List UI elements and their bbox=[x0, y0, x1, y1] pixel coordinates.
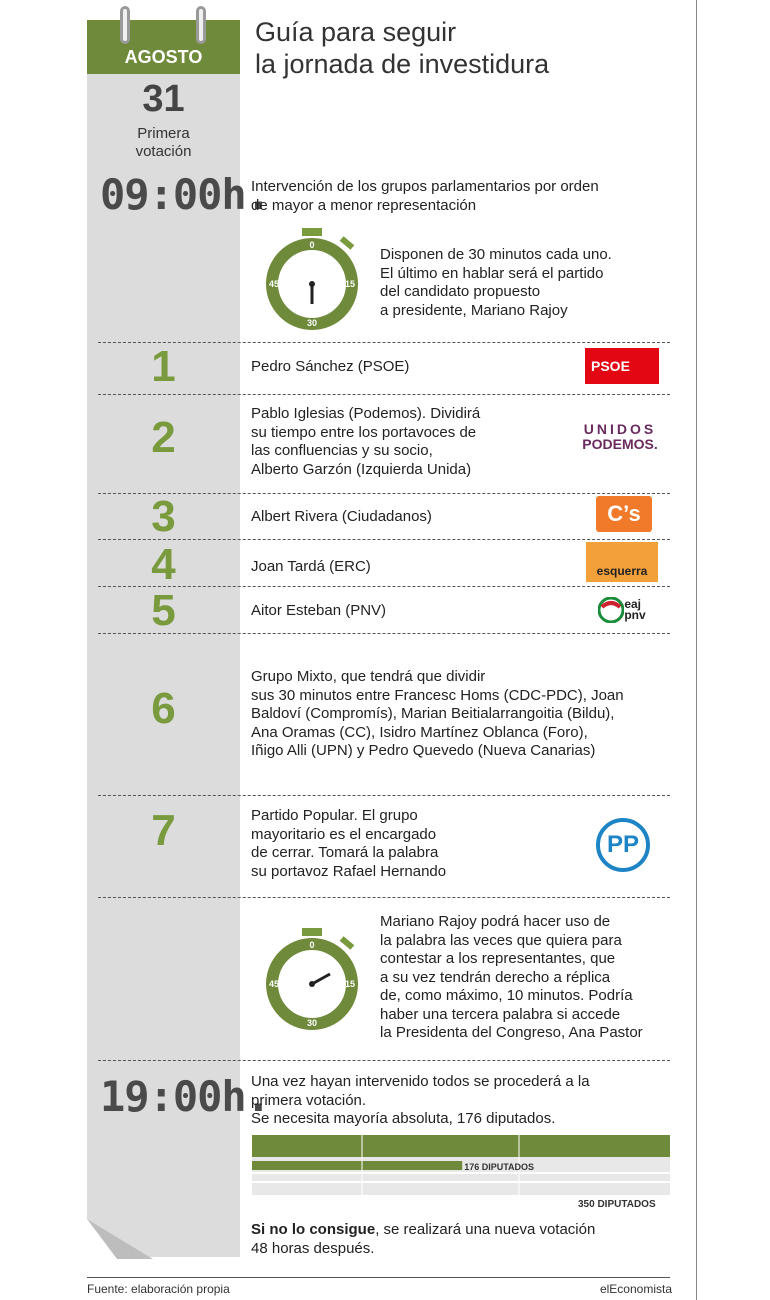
speaker-text: Pedro Sánchez (PSOE) bbox=[251, 358, 410, 375]
text-line: 48 horas después. bbox=[251, 1239, 375, 1257]
text-line: El último en hablar será el partido bbox=[380, 264, 604, 282]
watch-label-top: 0 bbox=[309, 940, 315, 950]
watch-label-top: 0 bbox=[309, 240, 315, 250]
speaker-number: 2 bbox=[151, 413, 176, 462]
time-0900: 09:00h. bbox=[100, 170, 271, 219]
text-line: contestar a los representantes, que bbox=[380, 950, 616, 967]
pnv-text bbox=[624, 599, 645, 621]
intro-text bbox=[251, 178, 599, 215]
text-line: Se necesita mayoría absoluta, 176 diputados. bbox=[251, 1110, 556, 1127]
footer-divider bbox=[87, 1277, 670, 1278]
text-line: de mayor a menor representación bbox=[251, 196, 477, 214]
text-line: Ana Oramas (CC), Isidro Martínez Oblanca (Foro), bbox=[251, 723, 588, 741]
text-line: Grupo Mixto, que tendrá que dividir bbox=[251, 668, 486, 685]
speaker-number: 6 bbox=[151, 684, 176, 733]
text-line: Mariano Rajoy podrá hacer uso de bbox=[380, 913, 611, 930]
total-label: 350 DIPUTADOS bbox=[578, 1199, 656, 1210]
watch-label-right: 15 bbox=[344, 979, 356, 989]
final-rest-text: , se realizará una nueva votación bbox=[375, 1221, 596, 1238]
text-line: a su vez tendrán derecho a réplica bbox=[380, 968, 611, 986]
logo-text: eaj bbox=[624, 597, 642, 611]
speaker-number: 5 bbox=[151, 586, 176, 635]
vote-text bbox=[251, 1073, 590, 1129]
watch2-text bbox=[380, 913, 643, 1043]
pp-logo bbox=[596, 818, 650, 872]
text-line: del candidato propuesto bbox=[380, 283, 541, 300]
watch-label-bottom: 30 bbox=[306, 318, 318, 328]
separator bbox=[98, 633, 670, 634]
time-1900: 19:00h. bbox=[100, 1072, 271, 1121]
text-line: su portavoz Rafael Hernando bbox=[251, 862, 447, 880]
text-line: Una vez hayan intervenido todos se procederá a la bbox=[251, 1073, 590, 1090]
text-line: primera votación. bbox=[251, 1091, 367, 1109]
speaker-text: Joan Tardá (ERC) bbox=[251, 558, 371, 575]
text-line: Iñigo Alli (UPN) y Pedro Quevedo (Nueva Canarias) bbox=[251, 742, 596, 759]
pnv-logo bbox=[594, 592, 650, 628]
page-title bbox=[255, 16, 549, 80]
watch1-text bbox=[380, 246, 612, 320]
logo-text: UNIDOS bbox=[583, 421, 657, 437]
separator bbox=[98, 795, 670, 796]
text-line: de cerrar. Tomará la palabra bbox=[251, 844, 439, 861]
text-line: su tiempo entre los portavoces de bbox=[251, 423, 477, 441]
text-line: la Presidenta del Congreso, Ana Pastor bbox=[380, 1024, 643, 1041]
logo-text: pnv bbox=[624, 608, 646, 622]
majority-label: 176 DIPUTADOS bbox=[464, 1162, 535, 1172]
logo-text: PP bbox=[606, 831, 639, 858]
calendar-subtitle-line: votación bbox=[135, 143, 192, 160]
page-fold bbox=[87, 1219, 153, 1259]
text-line: Pablo Iglesias (Podemos). Dividirá bbox=[251, 405, 481, 422]
final-text bbox=[251, 1221, 595, 1258]
text-line: mayoritario es el encargado bbox=[251, 825, 437, 843]
stopwatch-icon bbox=[262, 226, 362, 332]
majority-bar bbox=[252, 1161, 462, 1170]
title-line: la jornada de investidura bbox=[255, 49, 550, 79]
text-line: Baldoví (Compromís), Marian Beitialarrangoitia (Bildu), bbox=[251, 705, 615, 722]
text-line: Intervención de los grupos parlamentarios por orden bbox=[251, 178, 599, 195]
stopwatch-icon bbox=[262, 926, 362, 1032]
erc-logo bbox=[586, 542, 658, 582]
footer-brand: elEconomista bbox=[599, 1282, 672, 1296]
logo-text: PODEMOS. bbox=[582, 436, 658, 452]
separator bbox=[98, 1060, 670, 1061]
speaker-text bbox=[251, 405, 480, 479]
final-bold-text: Si no lo consigue bbox=[251, 1221, 376, 1238]
bar-top-band bbox=[252, 1135, 670, 1157]
separator bbox=[98, 394, 670, 395]
unidos-podemos-logo bbox=[574, 420, 666, 454]
logo-text: esquerra bbox=[596, 564, 648, 578]
text-line: las confluencias y su socio, bbox=[251, 442, 433, 459]
speaker-number: 1 bbox=[151, 342, 176, 391]
text-line: sus 30 minutos entre Francesc Homs (CDC-PDC), Joan bbox=[251, 686, 624, 704]
text-line bbox=[251, 1221, 595, 1240]
calendar-ring-right bbox=[196, 6, 206, 44]
title-line: Guía para seguir bbox=[255, 17, 457, 47]
calendar-subtitle bbox=[87, 125, 240, 161]
speaker-text: Aitor Esteban (PNV) bbox=[251, 602, 387, 619]
logo-text: PSOE bbox=[591, 358, 630, 374]
calendar-day: 31 bbox=[142, 78, 185, 120]
speaker-text: Albert Rivera (Ciudadanos) bbox=[251, 508, 432, 525]
logo-text: C’s bbox=[607, 501, 641, 526]
psoe-logo bbox=[585, 348, 659, 384]
right-border bbox=[696, 0, 697, 1300]
watch-label-left: 45 bbox=[268, 279, 280, 289]
majority-bar-chart bbox=[252, 1135, 670, 1195]
watch-label-right: 15 bbox=[344, 279, 356, 289]
text-line: la palabra las veces que quiera para bbox=[380, 931, 622, 949]
text-line: de, como máximo, 10 minutos. Podría bbox=[380, 987, 633, 1004]
watch-label-bottom: 30 bbox=[306, 1018, 318, 1028]
text-line: a presidente, Mariano Rajoy bbox=[380, 301, 568, 319]
text-line: haber una tercera palabra si accede bbox=[380, 1005, 621, 1023]
footer-source: Fuente: elaboración propia bbox=[87, 1282, 230, 1296]
speaker-text bbox=[251, 807, 446, 881]
text-line: Disponen de 30 minutos cada uno. bbox=[380, 246, 612, 263]
speaker-number: 3 bbox=[151, 492, 176, 541]
text-line: Partido Popular. El grupo bbox=[251, 807, 418, 824]
speaker-text bbox=[251, 668, 624, 761]
text-line: Alberto Garzón (Izquierda Unida) bbox=[251, 460, 472, 478]
ciudadanos-logo bbox=[596, 496, 652, 532]
watch-label-left: 45 bbox=[268, 979, 280, 989]
pnv-symbol-icon bbox=[598, 597, 624, 623]
calendar-month: AGOSTO bbox=[87, 20, 240, 74]
speaker-number: 7 bbox=[151, 806, 176, 855]
separator bbox=[98, 897, 670, 898]
calendar-ring-left bbox=[120, 6, 130, 44]
speaker-number: 4 bbox=[151, 540, 176, 589]
calendar-subtitle-line: Primera bbox=[137, 125, 190, 142]
